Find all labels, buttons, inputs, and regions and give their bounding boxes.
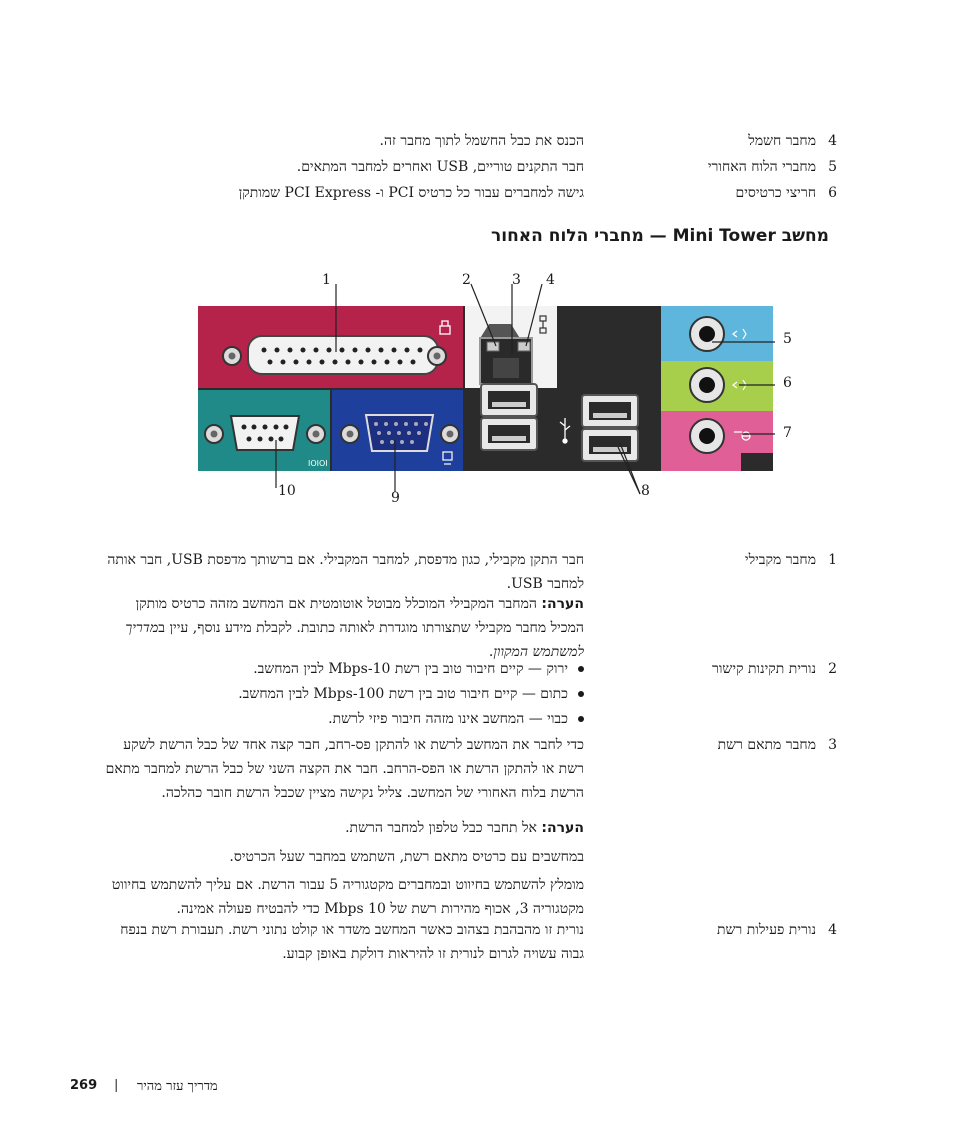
bullet-dot-icon bbox=[578, 716, 584, 722]
bullet-text: כבוי — המחשב אינו מזהה חיבור פיזי לרשת. bbox=[328, 711, 568, 727]
footer-separator: | bbox=[114, 1078, 119, 1093]
note-label: הערה: bbox=[541, 820, 584, 836]
callout-2: 2 bbox=[462, 272, 471, 288]
row-desc: הכנס את כבל החשמל לתוך מחבר זה. bbox=[379, 133, 584, 149]
item-name: מחבר מתאם רשת bbox=[717, 737, 816, 753]
callout-7: 7 bbox=[783, 425, 792, 441]
item-paragraph: במחשבים עם כרטיס מתאם רשת, השתמש במחבר שעל הכרטיס. bbox=[229, 849, 584, 865]
callout-5: 5 bbox=[783, 331, 792, 347]
item-name: מחבר מקבילי bbox=[744, 552, 816, 568]
row-number: 6 bbox=[828, 185, 837, 201]
bullet-green bbox=[253, 657, 584, 681]
bullet-text: כתום — קיים חיבור טוב בין רשת 100-Mbps לבין המחשב. bbox=[238, 686, 568, 702]
row-name: מחבר חשמל bbox=[748, 133, 816, 149]
row-name: מחברי הלוח האחורי bbox=[707, 159, 816, 175]
item-desc: כדי לחבר את המחשב לרשת או להתקן פס-רחב, חבר קצה אחד של כבל הרשת לשקע רשת או להתקן הרשת או הפס-הרחב. חבר את הקצה השני של כבל הרשת למחבר מתאם הרשת בלוח האחורי של המחשב. צליל נקישה מציין שכבל הרשת חובר כהלכה. bbox=[105, 737, 584, 801]
section-title: מחשב Mini Tower — מחברי הלוח האחור bbox=[491, 226, 829, 246]
item-number: 4 bbox=[828, 922, 837, 938]
item-number: 3 bbox=[828, 737, 837, 753]
callout-1: 1 bbox=[322, 272, 331, 288]
bullet-off bbox=[328, 707, 584, 731]
guide-reference: מדריך למשתמש המקוון bbox=[125, 620, 584, 660]
back-panel-diagram bbox=[190, 268, 810, 513]
bullet-orange bbox=[238, 682, 584, 706]
bullet-dot-icon bbox=[578, 691, 584, 697]
row-number: 5 bbox=[828, 159, 837, 175]
row-name: חריצי כרטיסים bbox=[735, 185, 816, 201]
callout-4: 4 bbox=[546, 272, 555, 288]
callout-6: 6 bbox=[783, 375, 792, 391]
serial-icon: IOIOI bbox=[308, 459, 328, 468]
note-text: אל תחבר כבל טלפון למחבר הרשת. bbox=[345, 820, 537, 836]
footer-guide-title: מדריך עזר מהיר bbox=[137, 1079, 218, 1094]
item-desc: חבר התקן מקבילי, כגון מדפסת, למחבר המקבילי. אם ברשותך מדפסת USB, חבר אותה למחבר USB. bbox=[107, 552, 584, 592]
item-number: 1 bbox=[828, 552, 837, 568]
note-text: המחבר המקבילי המוכלל מבוטל אוטומטית אם המחשב מזהה כרטיס מותקן המכיל מחבר מקבילי שתצורתו מוגדרת לאותה כתובת. לקבלת מידע נוסף, עיין ב bbox=[135, 596, 584, 636]
row-number: 4 bbox=[828, 133, 837, 149]
page-number: 269 bbox=[70, 1078, 98, 1093]
item-desc: נורית זו מהבהבת בצהוב כאשר המחשב משדר או קולט נתוני רשת. תעבורת רשת בנפח גבוה עשויה לגרום לנורית זו להיראות דולקת באופן קבוע. bbox=[120, 922, 584, 962]
bullet-dot-icon bbox=[578, 666, 584, 672]
callout-8: 8 bbox=[641, 483, 650, 499]
note-end: . bbox=[488, 644, 494, 660]
item-number: 2 bbox=[828, 661, 837, 677]
callout-10: 10 bbox=[278, 483, 296, 499]
item-note bbox=[104, 816, 584, 840]
parallel-port bbox=[248, 336, 438, 374]
note-label: הערה: bbox=[541, 596, 584, 612]
row-desc: חבר התקנים טוריים, USB ואחרים למחבר המתאים. bbox=[296, 159, 584, 175]
callout-3: 3 bbox=[512, 272, 521, 288]
item-name: נורית תקינות קישור bbox=[711, 661, 816, 677]
callout-9: 9 bbox=[391, 490, 400, 506]
serial-port bbox=[231, 416, 299, 450]
item-note bbox=[104, 592, 584, 664]
item-paragraph: מומלץ להשתמש בחיווט ובמחברים מקטגוריה 5 עבור הרשת. אם עליך להשתמש בחיווט מקטגוריה 3, אכוף מהירות רשת של 10 Mbps כדי להבטיח פעולה אמינה. bbox=[111, 877, 584, 917]
row-desc: גישה למחברים עבור כל כרטיס PCI ו- PCI Express שמותקן bbox=[238, 185, 584, 201]
item-name: נורית פעילות רשת bbox=[716, 922, 816, 938]
bullet-text: ירוק — קיים חיבור טוב בין רשת 10-Mbps לבין המחשב. bbox=[253, 661, 568, 677]
